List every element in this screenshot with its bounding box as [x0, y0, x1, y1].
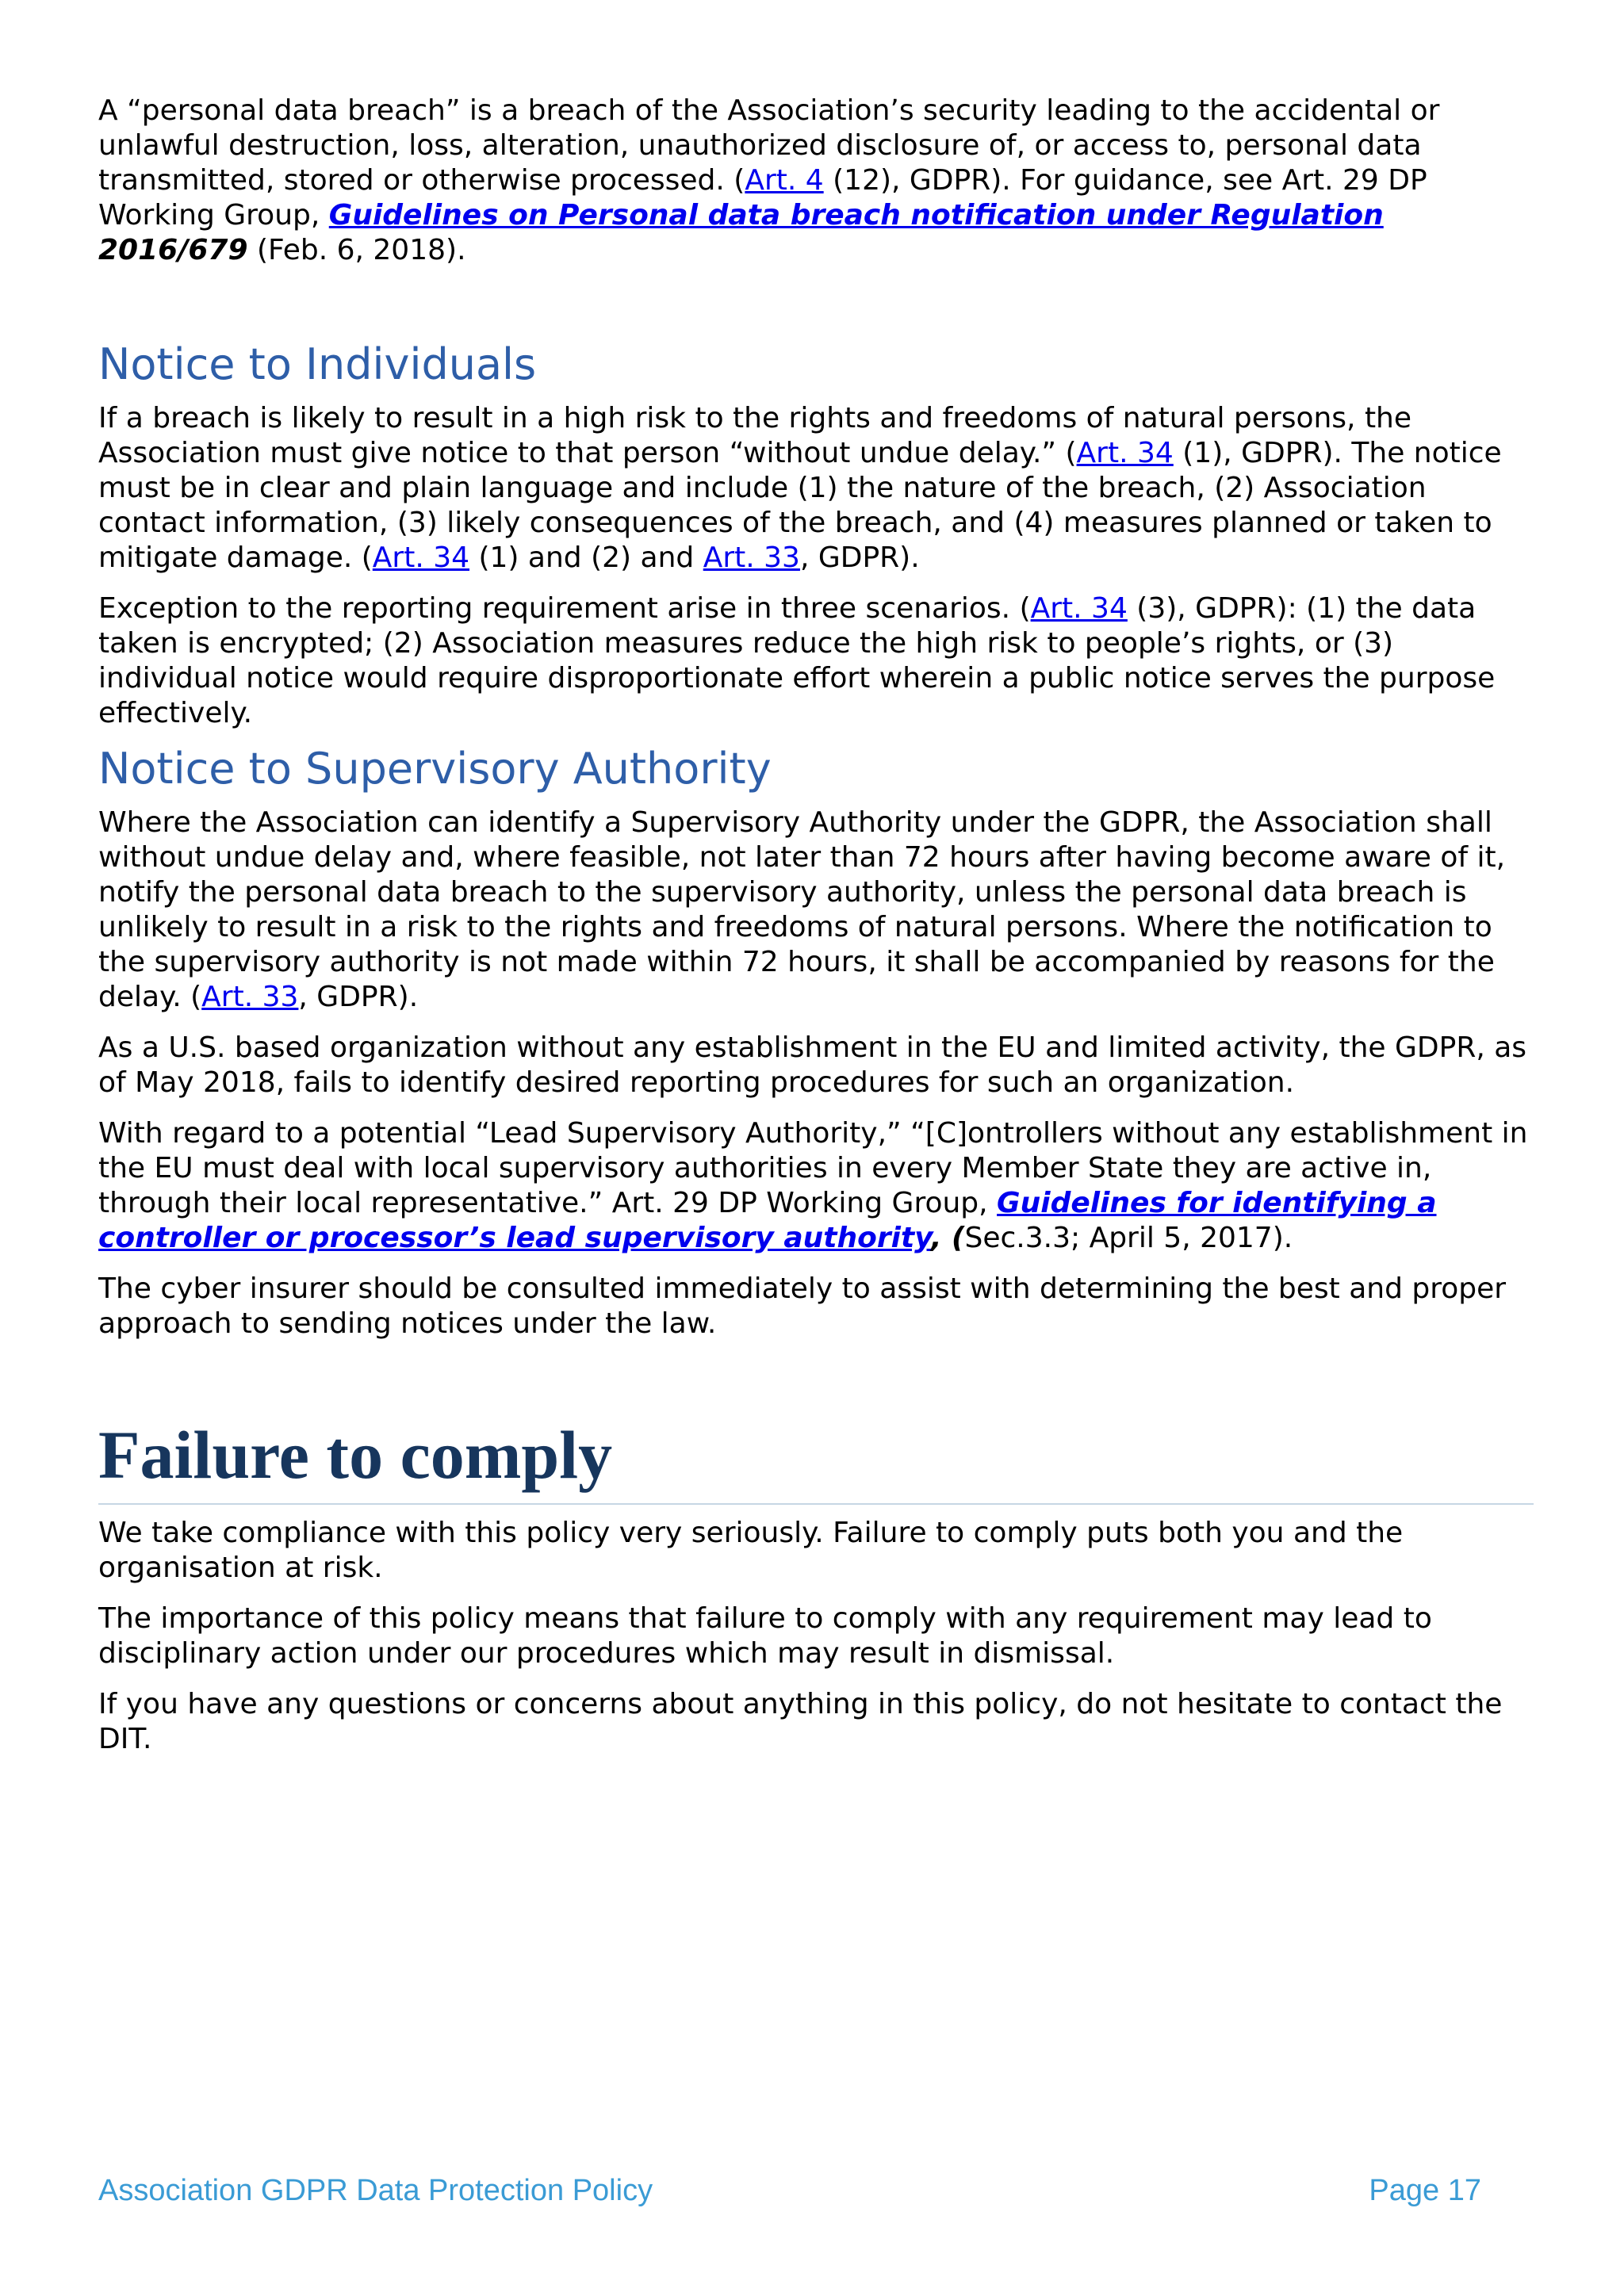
failure-paragraph-2: The importance of this policy means that failure to comply with any requirement may lead to disciplinary action under our procedures which may result in dismissal.	[98, 1602, 1432, 1670]
individuals-paragraph-2	[98, 591, 1534, 731]
link-breach-guidelines[interactable]: Guidelines on Personal data breach notification under Regulation	[328, 199, 1384, 232]
link-art-34[interactable]: Art. 34	[372, 541, 470, 574]
supervisory-paragraph-2: As a U.S. based organization without any establishment in the EU and limited activity, the GDPR, as of May 2018, fails to identify desired reporting procedures for such an organization.	[98, 1031, 1527, 1099]
individuals-p1-text-4: , GDPR).	[799, 541, 920, 574]
link-art-33[interactable]: Art. 33	[703, 541, 800, 574]
supervisory-paragraph-1	[98, 806, 1534, 1015]
supervisory-p3-punctuation: , (	[930, 1222, 965, 1254]
supervisory-paragraph-4: The cyber insurer should be consulted immediately to assist with determining the best and proper approach to sending notices under the law.	[98, 1272, 1507, 1340]
supervisory-p3-text-1: With regard to a potential “Lead Supervisory Authority,” “[C]ontrollers without any establishment in the EU must deal with local supervisory authorities in every Member State they are active in, through their local representative.” Art. 29 DP Working Group,	[98, 1117, 1528, 1219]
failure-paragraph-3: If you have any questions or concerns about anything in this policy, do not hesitate to contact the DIT.	[98, 1688, 1503, 1755]
heading-failure-to-comply: Failure to comply	[98, 1417, 613, 1493]
intro-paragraph	[98, 94, 1534, 268]
link-lead-authority-guidelines[interactable]: Guidelines for identifying a controller or processor’s lead supervisory authority	[98, 1187, 1437, 1254]
individuals-paragraph-1	[98, 401, 1534, 576]
supervisory-p1-text-2: , GDPR).	[298, 981, 419, 1013]
intro-text-1: A “personal data breach” is a breach of the Association’s security leading to the accidental or unlawful destruction, loss, alteration, unauthorized disclosure of, or access to, personal data transmitted, stored or otherwise processed. (	[98, 94, 1440, 197]
link-art-4[interactable]: Art. 4	[745, 164, 824, 197]
individuals-p1-text-1: If a breach is likely to result in a high risk to the rights and freedoms of natural persons, the Association must give notice to that person “without undue delay.” (	[98, 402, 1412, 469]
individuals-p2-text-1: Exception to the reporting requirement arise in three scenarios. (	[98, 592, 1031, 625]
footer-document-title: Association GDPR Data Protection Policy	[98, 2174, 653, 2207]
supervisory-p3-text-3: Sec.3.3; April 5, 2017).	[964, 1222, 1293, 1254]
intro-regulation-number: 2016/679	[98, 234, 248, 266]
individuals-p2-text-2: (3), GDPR): (1) the data taken is encrypted; (2) Association measures reduce the high risk to people’s rights, or (3) individual notice would require disproportionate effort wherein a public notice serves the purpose effectively.	[98, 592, 1496, 729]
heading-divider	[98, 1503, 1534, 1505]
intro-text-2: (12), GDPR). For guidance, see Art. 29 DP Working Group,	[98, 164, 1427, 232]
heading-notice-individuals: Notice to Individuals	[98, 339, 537, 389]
footer-page-number: Page 17	[1369, 2174, 1481, 2207]
failure-paragraph-1: We take compliance with this policy very seriously. Failure to comply puts both you and the organisation at risk.	[98, 1517, 1404, 1584]
link-art-33[interactable]: Art. 33	[201, 981, 299, 1013]
individuals-p1-text-2: (1), GDPR). The notice must be in clear and plain language and include (1) the nature of the breach, (2) Association contact information, (3) likely consequences of the breach, and (4) measures planned or taken to mitigate damage. (	[98, 437, 1502, 574]
supervisory-p1-text-1: Where the Association can identify a Supervisory Authority under the GDPR, the Association shall without undue delay and, where feasible, not later than 72 hours after having become aware of it, notify the personal data breach to the supervisory authority, unless the personal data breach is unlikely to result in a risk to the rights and freedoms of natural persons. Where the notification to the supervisory authority is not made within 72 hours, it shall be accompanied by reasons for the delay. (	[98, 806, 1506, 1013]
supervisory-paragraph-3	[98, 1116, 1534, 1256]
link-art-34[interactable]: Art. 34	[1030, 592, 1128, 625]
document-page	[98, 94, 1534, 1757]
individuals-p1-text-3: (1) and (2) and	[469, 541, 703, 574]
intro-text-4: (Feb. 6, 2018).	[247, 234, 466, 266]
link-art-34[interactable]: Art. 34	[1076, 437, 1174, 469]
heading-notice-supervisory-authority: Notice to Supervisory Authority	[98, 744, 772, 794]
